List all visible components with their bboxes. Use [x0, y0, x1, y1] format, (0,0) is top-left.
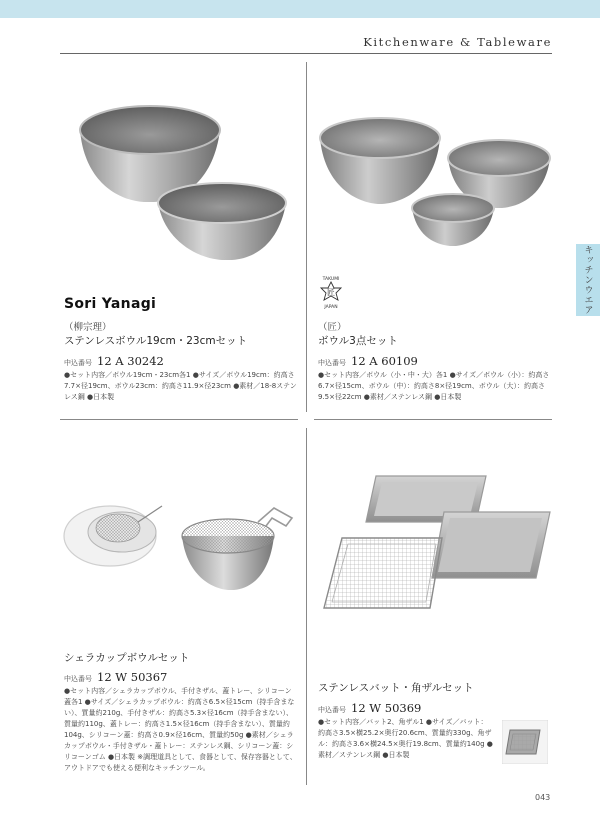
- code-label: 中込番号: [318, 706, 346, 714]
- logo-top-text: TAKUMI: [322, 277, 340, 282]
- header-rule: [60, 53, 552, 54]
- product-name: シェラカップボウルセット: [64, 652, 190, 664]
- designer-japanese: （柳宗理）: [64, 322, 112, 333]
- product-name: ステンレスボウル19cm・23cmセット: [64, 335, 248, 347]
- column-divider-bottom: [306, 428, 307, 785]
- code-label: 中込番号: [318, 359, 346, 367]
- sierra-cup-bowl-set-photo: [62, 496, 298, 600]
- designer-name: Sori Yanagi: [64, 296, 157, 312]
- code-label: 中込番号: [64, 359, 92, 367]
- product-description: ●セット内容／ボウル19cm・23cm各1 ●サイズ／ボウル19cm：約高さ7.7×径19cm、ボウル23cm：約高さ11.9×径23cm ●素材／18-8ステンレス鋼 ●日本製: [64, 371, 297, 401]
- row-divider-right: [314, 419, 552, 420]
- product-code: 12 A 60109: [351, 354, 418, 368]
- product-code: 12 A 30242: [97, 354, 164, 368]
- product-name: ボウル3点セット: [318, 335, 398, 347]
- product-code-row: [318, 350, 418, 369]
- product-code-row: [64, 666, 167, 685]
- product-description: ●セット内容／バット2、角ザル1 ●サイズ／バット：約高さ3.5×横25.2×奥行20.6cm、質量約330g、角ザル：約高さ3.6×横24.5×奥行19.8cm、質量約140g ●素材／ステンレス鋼 ●日本製: [318, 718, 493, 759]
- product-name: ステンレスバット・角ザルセット: [318, 682, 474, 694]
- page-number: 043: [535, 793, 551, 802]
- row-divider-left: [60, 419, 298, 420]
- side-tab-label: キッチンウエア: [582, 245, 593, 315]
- tray-set-thumbnail: [502, 720, 548, 764]
- section-title: Kitchenware & Tableware: [363, 35, 552, 49]
- three-bowl-set-photo: [316, 110, 556, 260]
- bowl-pair-photo: [74, 88, 294, 268]
- logo-bottom-text: JAPAN: [324, 305, 338, 310]
- logo-glyph: 匠: [327, 288, 335, 297]
- takumi-japan-logo: [318, 275, 344, 311]
- product-code-row: [318, 697, 421, 716]
- product-description: ●セット内容／シェラカップボウル、手付きザル、蓋トレー、シリコーン蓋各1 ●サイズ／シェラカップボウル：約高さ6.5×径15cm（持手含まない）、質量約210g、手付きザル：約高さ5.3×径16cm（持手含まない）、質量約110g、蓋トレー：約高さ1.5×径16cm（持手含まない）、質量約104g、シリコーン蓋：約高さ0.9×径16cm、質量約50g ●素材／シェラカップボウル・手付きザル・蓋トレー：ステンレス鋼、シリコーン蓋：シリコーンゴム ●日本製 ※調理道具として、食器として、保存容器として、アウトドアでも使える便利なキッチンツール。: [64, 687, 297, 772]
- product-code: 12 W 50367: [97, 670, 168, 684]
- category-side-tab[interactable]: [576, 244, 600, 316]
- stainless-tray-and-colander-photo: [318, 468, 554, 618]
- product-description: ●セット内容／ボウル（小・中・大）各1 ●サイズ／ボウル（小）：約高さ6.7×径15cm、ボウル（中）：約高さ8×径19cm、ボウル（大）：約高さ9.5×径22cm ●素材／ステンレス鋼 ●日本製: [318, 371, 550, 401]
- column-divider-top: [306, 62, 307, 412]
- product-code: 12 W 50369: [351, 701, 422, 715]
- product-code-row: [64, 350, 164, 369]
- maker-japanese: （匠）: [318, 322, 347, 333]
- top-color-band: [0, 0, 600, 18]
- code-label: 中込番号: [64, 675, 92, 683]
